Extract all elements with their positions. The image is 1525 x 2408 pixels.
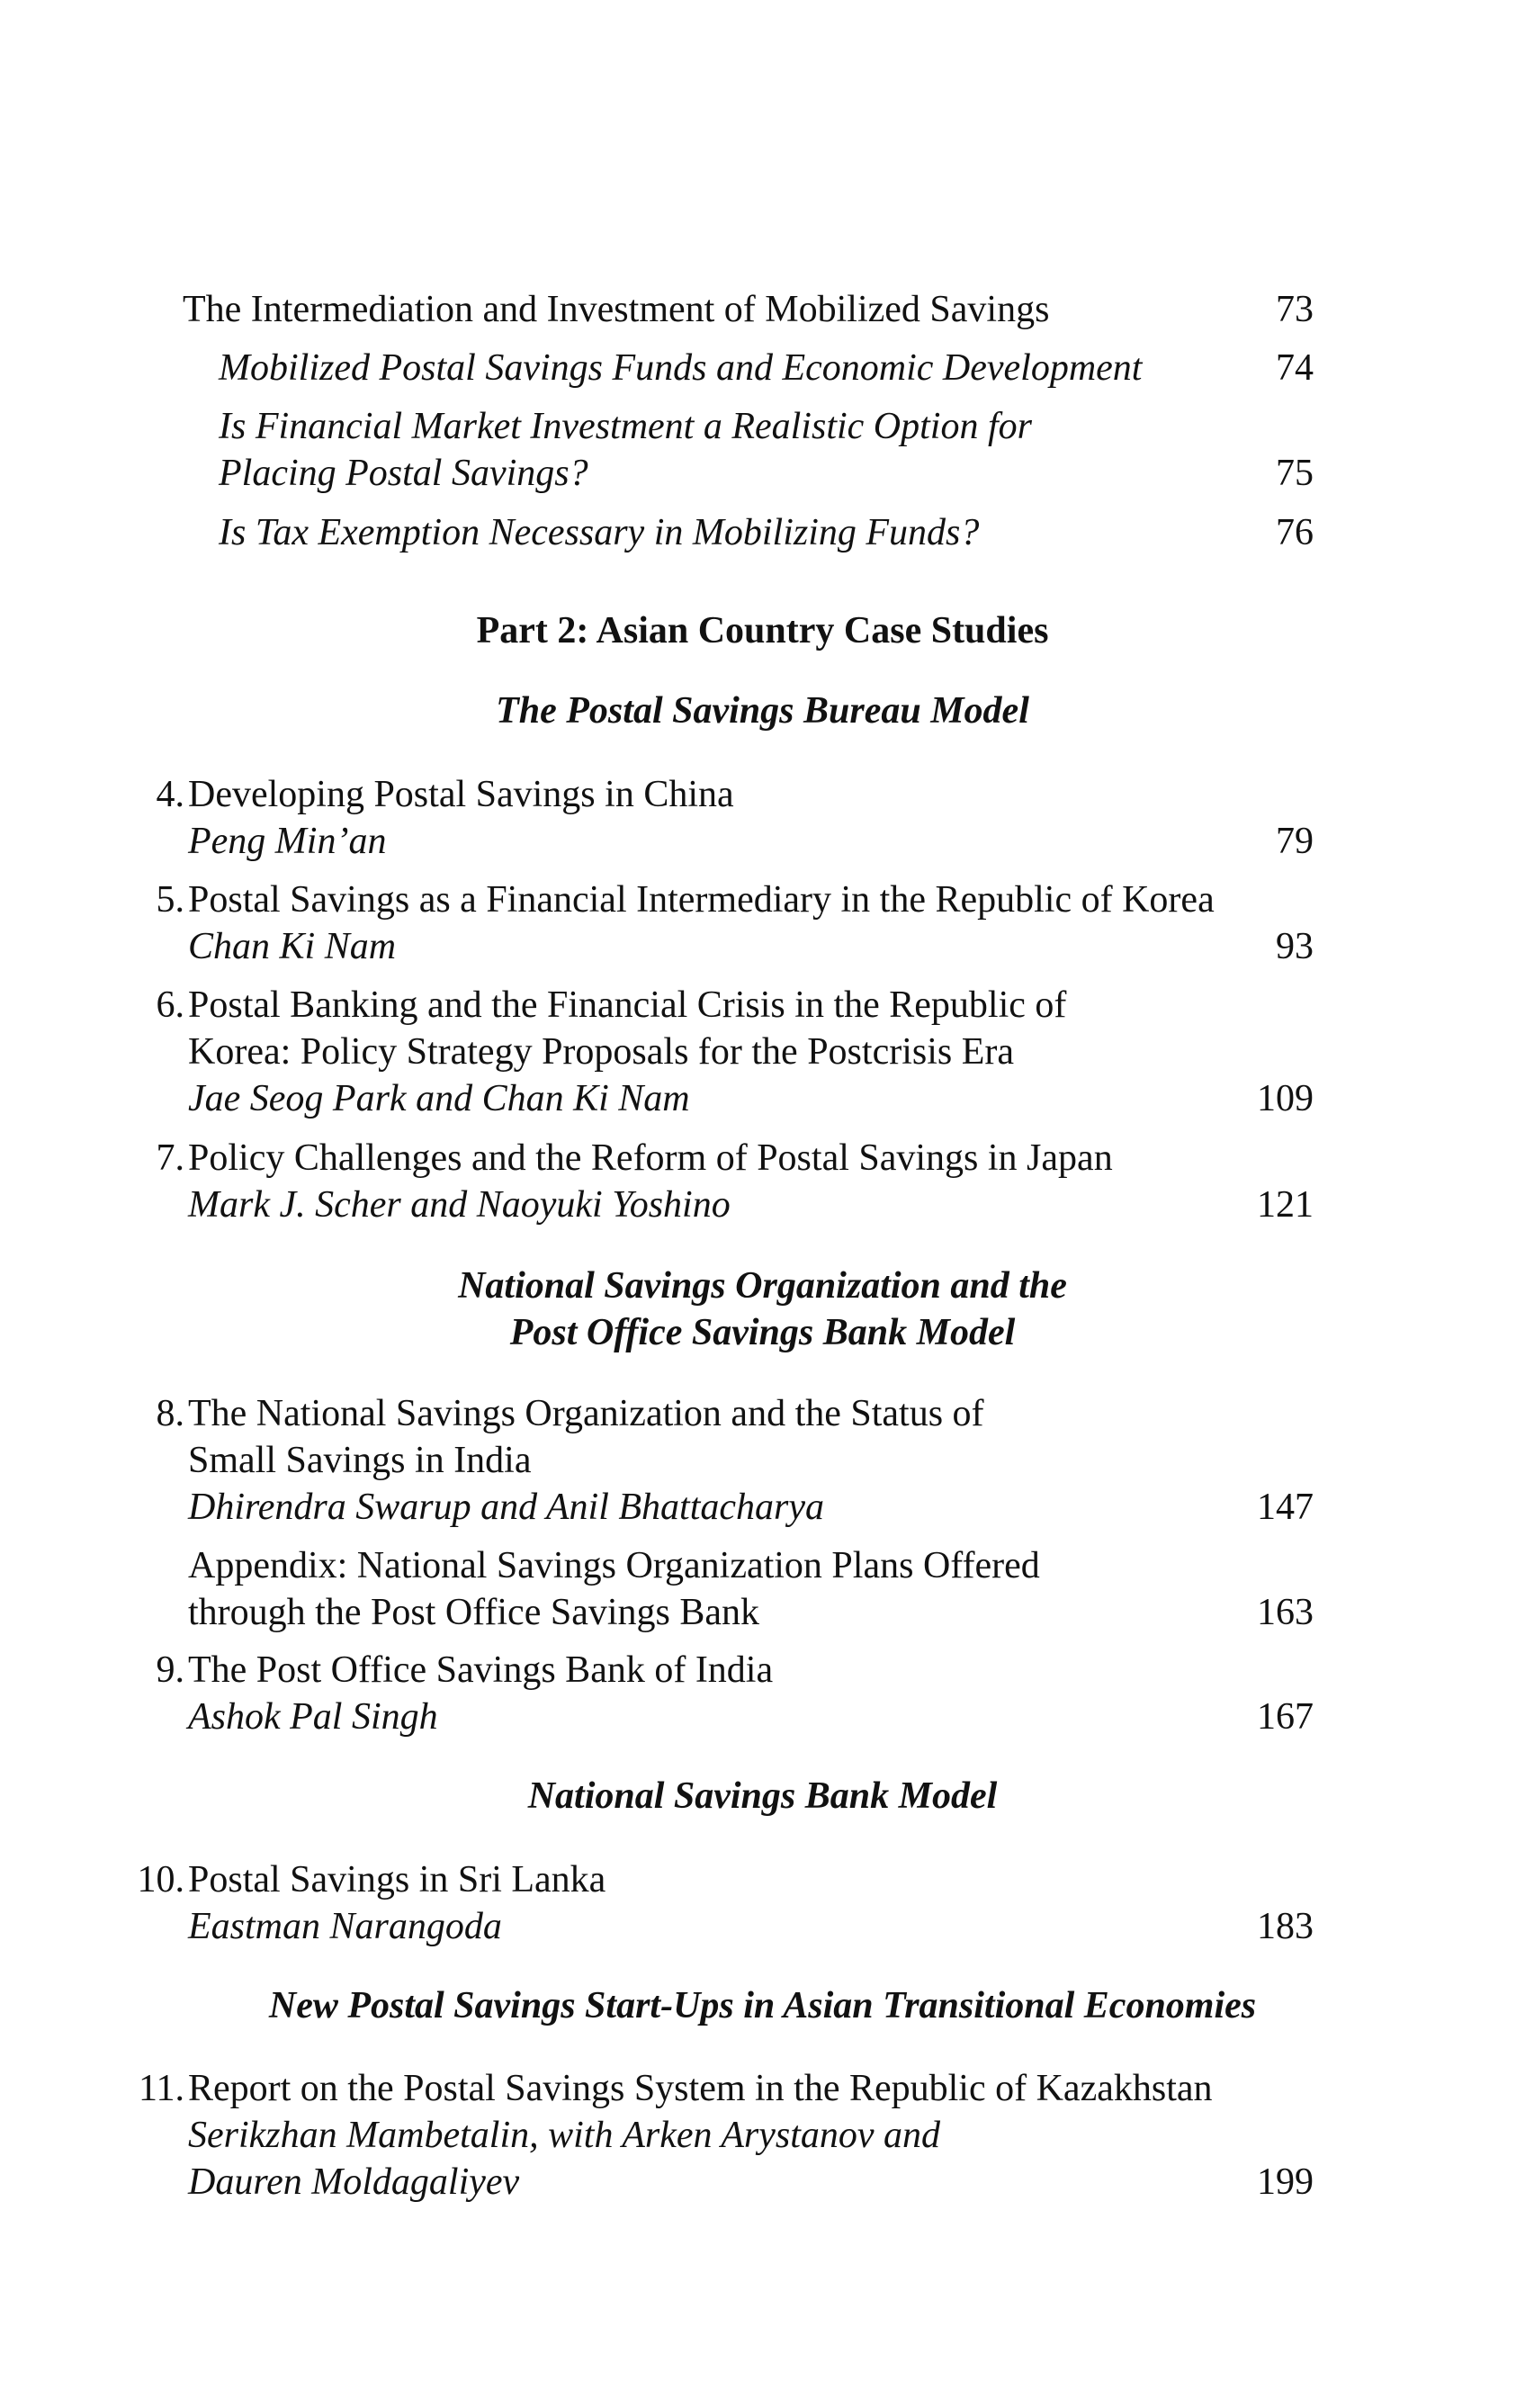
chapter-title: Postal Banking and the Financial Crisis in the Republic of: [188, 984, 1067, 1026]
model-heading: National Savings Bank Model: [527, 1775, 998, 1817]
page-number: 75: [1276, 453, 1314, 494]
chapter-title: Korea: Policy Strategy Proposals for the Postcrisis Era: [188, 1031, 1015, 1073]
chapter-author: Chan Ki Nam: [188, 926, 397, 967]
page-number: 163: [1257, 1592, 1314, 1633]
chapter-author: Peng Min’an: [188, 821, 387, 862]
chapter-number: 9.: [156, 1649, 184, 1691]
chapter-title: Postal Savings as a Financial Intermediary in the Republic of Korea: [188, 879, 1215, 921]
page-number: 167: [1257, 1696, 1314, 1738]
chapter-author: Eastman Narangoda: [188, 1906, 502, 1947]
model-heading: National Savings Organization and the: [458, 1265, 1067, 1307]
section-title: The Intermediation and Investment of Mobilized Savings: [183, 289, 1050, 330]
page-number: 121: [1257, 1184, 1314, 1226]
subsection-title: Mobilized Postal Savings Funds and Economic Development: [219, 347, 1143, 389]
chapter-title: Developing Postal Savings in China: [188, 774, 734, 815]
chapter-title: The Post Office Savings Bank of India: [188, 1649, 774, 1691]
chapter-title: The National Savings Organization and the Status of: [188, 1393, 984, 1434]
page-number: 76: [1276, 512, 1314, 553]
page-number: 93: [1276, 926, 1314, 967]
page-number: 199: [1257, 2161, 1314, 2203]
model-heading: Post Office Savings Bank Model: [509, 1312, 1016, 1353]
chapter-number: 11.: [139, 2068, 184, 2109]
page-number: 183: [1257, 1906, 1314, 1947]
chapter-title: Postal Savings in Sri Lanka: [188, 1859, 606, 1900]
chapter-title: Small Savings in India: [188, 1440, 532, 1481]
page-number: 74: [1276, 347, 1314, 389]
page-number: 147: [1257, 1487, 1314, 1528]
chapter-author: Dauren Moldagaliyev: [188, 2161, 520, 2203]
chapter-number: 7.: [156, 1137, 184, 1179]
appendix-title: through the Post Office Savings Bank: [188, 1592, 760, 1633]
subsection-title: Is Financial Market Investment a Realistic Option for: [219, 406, 1032, 447]
chapter-title: Policy Challenges and the Reform of Postal Savings in Japan: [188, 1137, 1113, 1179]
chapter-number: 4.: [156, 774, 184, 815]
chapter-title: Report on the Postal Savings System in the Republic of Kazakhstan: [188, 2068, 1213, 2109]
part-heading: Part 2: Asian Country Case Studies: [476, 610, 1049, 651]
chapter-author: Jae Seog Park and Chan Ki Nam: [188, 1078, 690, 1119]
chapter-number: 8.: [156, 1393, 184, 1434]
chapter-number: 6.: [156, 984, 184, 1026]
chapter-number: 10.: [137, 1859, 184, 1900]
chapter-number: 5.: [156, 879, 184, 921]
appendix-title: Appendix: National Savings Organization Plans Offered: [188, 1545, 1040, 1586]
page-number: 109: [1257, 1078, 1314, 1119]
chapter-author: Dhirendra Swarup and Anil Bhattacharya: [188, 1487, 824, 1528]
subsection-title: Is Tax Exemption Necessary in Mobilizing Funds?: [219, 512, 980, 553]
chapter-author: Serikzhan Mambetalin, with Arken Arystanov and: [188, 2115, 941, 2156]
subsection-title: Placing Postal Savings?: [219, 453, 588, 494]
page-number: 79: [1276, 821, 1314, 862]
page-number: 73: [1276, 289, 1314, 330]
model-heading: New Postal Savings Start-Ups in Asian Transitional Economies: [268, 1985, 1257, 2026]
model-heading: The Postal Savings Bureau Model: [496, 690, 1029, 732]
chapter-author: Mark J. Scher and Naoyuki Yoshino: [188, 1184, 731, 1226]
chapter-author: Ashok Pal Singh: [188, 1696, 438, 1738]
